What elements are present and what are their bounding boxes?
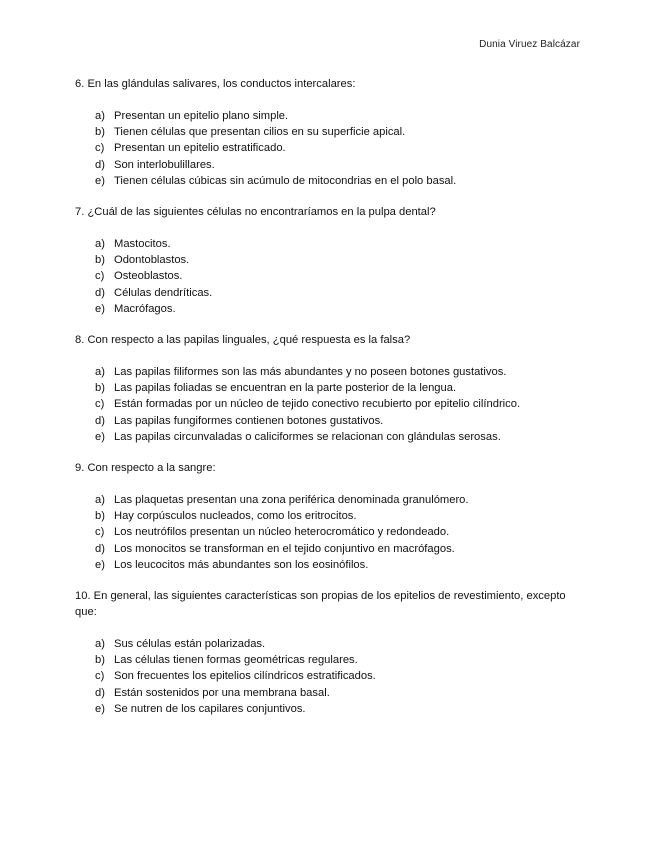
option-c — [95, 396, 580, 412]
question-7 — [75, 204, 580, 317]
spacer — [75, 445, 580, 460]
header-author: Dunia Viruez Balcázar — [479, 39, 580, 50]
options-list — [75, 492, 580, 573]
question-8 — [75, 332, 580, 445]
option-e — [95, 301, 580, 317]
question-text: 9. Con respecto a la sangre: — [75, 462, 216, 475]
option-letter: c) — [95, 270, 105, 283]
option-letter: e) — [95, 302, 105, 315]
option-a — [95, 364, 580, 380]
option-letter: d) — [95, 286, 105, 299]
option-text: Los leucocitos más abundantes son los eosinófilos. — [114, 558, 369, 571]
options-list — [75, 108, 580, 189]
option-letter: b) — [95, 254, 105, 267]
option-c — [95, 668, 580, 684]
option-letter: e) — [95, 174, 105, 187]
option-letter: c) — [95, 526, 105, 539]
option-text: Son interlobulillares. — [114, 158, 215, 171]
option-letter: b) — [95, 510, 105, 523]
option-d — [95, 541, 580, 557]
option-b — [95, 652, 580, 668]
option-c — [95, 140, 580, 156]
option-letter: e) — [95, 702, 105, 715]
option-e — [95, 557, 580, 573]
option-text: Las papilas filiformes son las más abundantes y no poseen botones gustativos. — [114, 366, 507, 379]
option-c — [95, 268, 580, 284]
option-letter: c) — [95, 142, 105, 155]
option-text: Sus células están polarizadas. — [114, 638, 266, 651]
option-letter: e) — [95, 430, 105, 443]
option-d — [95, 413, 580, 429]
option-b — [95, 124, 580, 140]
option-d — [95, 685, 580, 701]
option-text: Las papilas circunvaladas o caliciformes se relacionan con glándulas serosas. — [114, 430, 501, 443]
option-text: Están sostenidos por una membrana basal. — [114, 686, 330, 699]
option-text: Presentan un epitelio plano simple. — [114, 110, 289, 122]
option-b — [95, 252, 580, 268]
option-text: Están formadas por un núcleo de tejido conectivo recubierto por epitelio cilíndrico. — [114, 398, 521, 411]
option-text: Mastocitos. — [114, 238, 171, 251]
option-letter: e) — [95, 558, 105, 571]
spacer — [75, 189, 580, 204]
question-text: 6. En las glándulas salivares, los conductos intercalares: — [75, 78, 356, 90]
option-b — [95, 380, 580, 396]
question-text: 10. En general, las siguientes características son propias de los epitelios de revestimiento, excepto que: — [75, 590, 566, 619]
option-text: Las papilas fungiformes contienen botones gustativos. — [114, 414, 384, 427]
option-letter: d) — [95, 158, 105, 171]
option-a — [95, 236, 580, 252]
options-list — [75, 636, 580, 717]
option-text: Odontoblastos. — [114, 254, 190, 267]
option-d — [95, 157, 580, 173]
option-a — [95, 492, 580, 508]
option-c — [95, 524, 580, 540]
option-letter: d) — [95, 542, 105, 555]
option-e — [95, 429, 580, 445]
option-letter: d) — [95, 686, 105, 699]
question-9 — [75, 460, 580, 573]
spacer — [75, 317, 580, 332]
option-letter: a) — [95, 110, 105, 122]
option-text: Tienen células cúbicas sin acúmulo de mitocondrias en el polo basal. — [114, 174, 457, 187]
option-letter: b) — [95, 382, 105, 395]
spacer — [75, 573, 580, 588]
option-text: Los monocitos se transforman en el tejido conjuntivo en macrófagos. — [114, 542, 455, 555]
option-d — [95, 285, 580, 301]
question-text: 7. ¿Cuál de las siguientes células no encontraríamos en la pulpa dental? — [75, 206, 436, 219]
option-letter: a) — [95, 638, 105, 651]
option-b — [95, 508, 580, 524]
option-letter: a) — [95, 494, 105, 507]
option-letter: a) — [95, 366, 105, 379]
option-letter: d) — [95, 414, 105, 427]
option-text: Tienen células que presentan cilios en su superficie apical. — [114, 126, 406, 139]
option-text: Los neutrófilos presentan un núcleo heterocromático y redondeado. — [114, 526, 450, 539]
option-e — [95, 701, 580, 717]
options-list — [75, 236, 580, 317]
option-letter: c) — [95, 670, 105, 683]
option-letter: a) — [95, 238, 105, 251]
option-letter: b) — [95, 126, 105, 139]
question-10 — [75, 588, 580, 717]
option-letter: b) — [95, 654, 105, 667]
option-text: Células dendríticas. — [114, 286, 213, 299]
option-text: Las células tienen formas geométricas regulares. — [114, 654, 358, 667]
question-text: 8. Con respecto a las papilas linguales, ¿qué respuesta es la falsa? — [75, 334, 411, 347]
option-a — [95, 108, 580, 124]
option-text: Se nutren de los capilares conjuntivos. — [114, 702, 306, 715]
option-text: Las plaquetas presentan una zona periférica denominada granulómero. — [114, 494, 469, 507]
option-text: Presentan un epitelio estratificado. — [114, 142, 286, 155]
questions-container — [75, 76, 580, 717]
option-text: Hay corpúsculos nucleados, como los eritrocitos. — [114, 510, 357, 523]
option-text: Son frecuentes los epitelios cilíndricos estratificados. — [114, 670, 376, 683]
options-list — [75, 364, 580, 445]
option-e — [95, 173, 580, 189]
option-text: Las papilas foliadas se encuentran en la parte posterior de la lengua. — [114, 382, 457, 395]
option-a — [95, 636, 580, 652]
option-text: Osteoblastos. — [114, 270, 183, 283]
question-6 — [75, 76, 580, 189]
option-text: Macrófagos. — [114, 302, 176, 315]
option-letter: c) — [95, 398, 105, 411]
